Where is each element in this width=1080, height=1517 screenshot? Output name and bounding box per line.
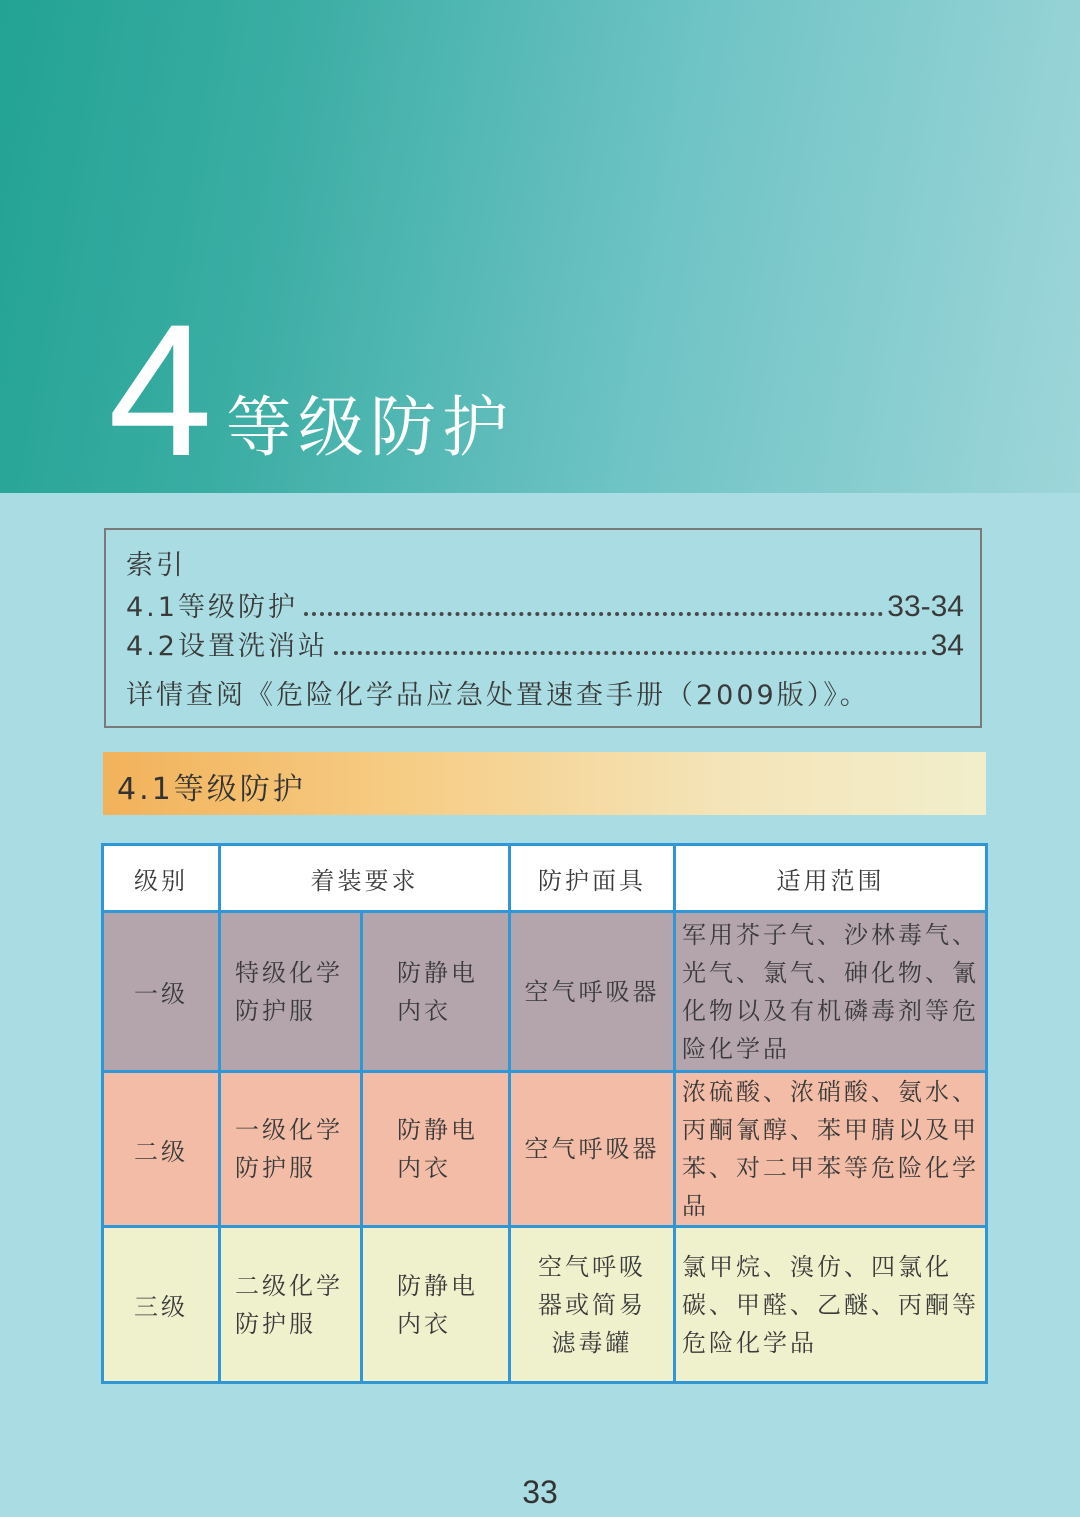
mask-cell	[510, 1072, 675, 1227]
level-cell: 一级	[103, 912, 220, 1072]
index-heading: 索引	[126, 550, 186, 581]
table-row	[103, 1227, 987, 1383]
mask-text: 空气呼吸器	[524, 977, 660, 1006]
index-box	[104, 528, 982, 728]
header-attire: 着装要求	[220, 845, 510, 912]
level-cell: 三级	[103, 1227, 220, 1383]
index-note: 详情查阅《危险化学品应急处置速查手册（2009版）》。	[126, 680, 870, 711]
section-title: 4.1等级防护	[117, 772, 306, 807]
page-number: 33	[522, 1474, 558, 1510]
toc-leader-dots	[334, 651, 927, 655]
mask-text: 空气呼吸 器或简易 滤毒罐	[538, 1252, 646, 1357]
mask-cell	[510, 1227, 675, 1383]
suit-text: 二级化学 防护服	[235, 1271, 343, 1338]
inner-cell	[362, 912, 510, 1072]
inner-cell	[362, 1072, 510, 1227]
toc-leader-dots	[304, 612, 883, 616]
toc-entry-page: 33-34	[887, 590, 964, 623]
section-heading-bar	[103, 752, 986, 815]
inner-text: 防静电 内衣	[397, 1271, 478, 1338]
suit-text: 一级化学 防护服	[235, 1116, 343, 1182]
mask-text: 空气呼吸器	[524, 1135, 660, 1163]
toc-entry-label: 4.1等级防护	[126, 592, 298, 623]
scope-cell: 氯甲烷、溴仿、四氯化碳、甲醛、乙醚、丙酮等危险化学品	[675, 1227, 987, 1383]
inner-text: 防静电 内衣	[397, 958, 478, 1025]
level-cell: 二级	[103, 1072, 220, 1227]
toc-entry[interactable]	[126, 625, 964, 663]
table-header-row	[103, 845, 987, 912]
table-row	[103, 1072, 987, 1227]
chapter-number: 4	[108, 285, 213, 495]
inner-text: 防静电 内衣	[397, 1116, 478, 1182]
suit-cell	[220, 1072, 362, 1227]
suit-cell	[220, 1227, 362, 1383]
chapter-title: 等级防护	[226, 389, 514, 466]
toc-entry-page: 34	[930, 629, 964, 662]
toc-entry-label: 4.2设置洗消站	[126, 631, 328, 662]
toc-entry[interactable]	[126, 586, 964, 624]
chapter-header	[0, 0, 1080, 493]
header-mask: 防护面具	[510, 845, 675, 912]
suit-cell	[220, 912, 362, 1072]
header-level: 级别	[103, 845, 220, 912]
scope-cell: 浓硫酸、浓硝酸、氨水、丙酮氰醇、苯甲腈以及甲苯、对二甲苯等危险化学品	[675, 1072, 987, 1227]
scope-cell: 军用芥子气、沙林毒气、光气、氯气、砷化物、氰化物以及有机磷毒剂等危险化学品	[675, 912, 987, 1072]
protection-level-table	[101, 843, 988, 1384]
suit-text: 特级化学 防护服	[235, 958, 343, 1025]
inner-cell	[362, 1227, 510, 1383]
table-row	[103, 912, 987, 1072]
mask-cell	[510, 912, 675, 1072]
header-scope: 适用范围	[675, 845, 987, 912]
